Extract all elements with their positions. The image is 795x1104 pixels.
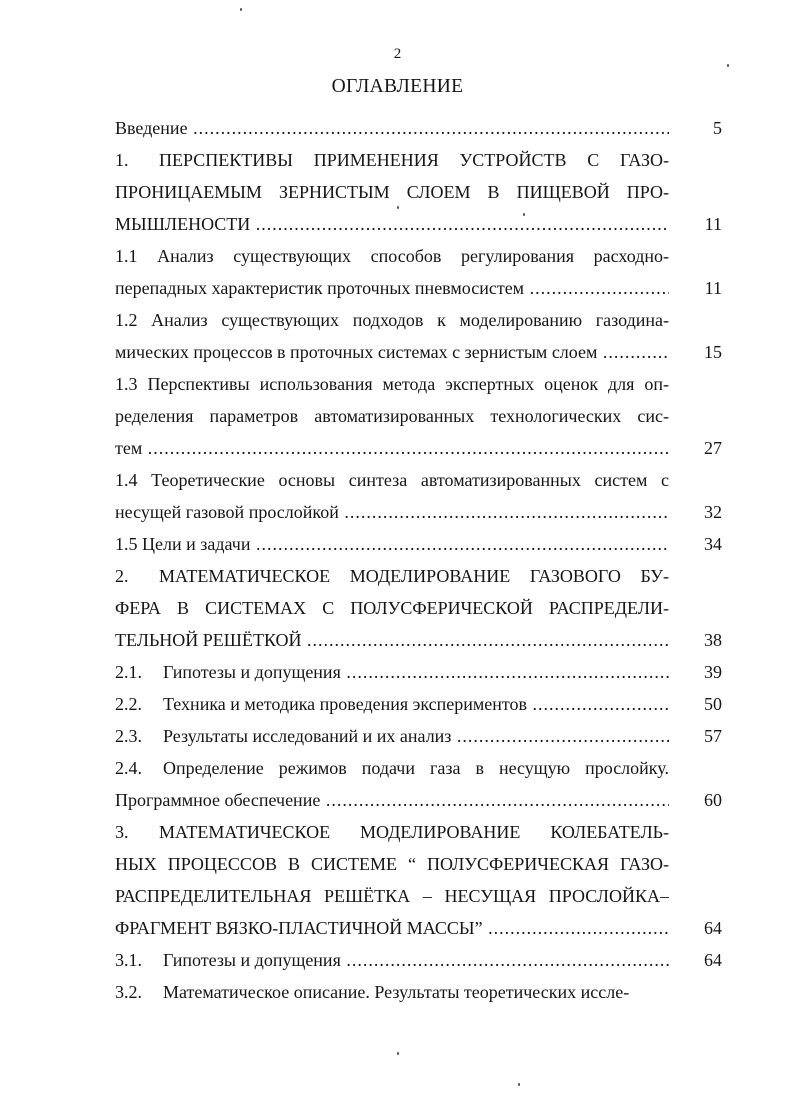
toc-entry-number: 3.2. xyxy=(115,982,142,1002)
toc-page-number: 32 xyxy=(682,496,722,528)
toc-entry-number: 2.4. xyxy=(115,758,142,778)
table-of-contents xyxy=(115,112,722,1008)
toc-entry-label: тем xyxy=(115,438,143,458)
toc-entry-line xyxy=(115,912,722,944)
toc-entry-line xyxy=(115,880,722,912)
toc-entry-text xyxy=(115,656,669,688)
toc-page-number: 64 xyxy=(682,944,722,976)
toc-entry-text xyxy=(115,272,669,304)
toc-entry-label: Анализ существующих способов регулирования расходно- xyxy=(157,246,669,266)
toc-entry-number: 1.3 xyxy=(115,374,138,394)
toc-entry-line xyxy=(115,400,722,432)
toc-entry-number: 1. xyxy=(115,150,129,170)
toc-entry-label: Результаты исследований и их анализ xyxy=(163,726,452,746)
toc-entry-line xyxy=(115,240,722,272)
toc-entry-line xyxy=(115,272,722,304)
toc-entry-text xyxy=(115,976,669,1008)
toc-entry-text xyxy=(115,464,669,496)
toc-entry-label: Программное обеспечение xyxy=(115,790,321,810)
toc-entry-label: несущей газовой прослойкой xyxy=(115,502,339,522)
toc-entry-number: 1.1 xyxy=(115,246,138,266)
toc-entry-text xyxy=(115,816,669,848)
toc-entry-line xyxy=(115,848,722,880)
scan-speck xyxy=(397,1052,399,1055)
toc-entry-line xyxy=(115,368,722,400)
toc-entry-line xyxy=(115,560,722,592)
toc-entry-text xyxy=(115,944,669,976)
toc-entry-text xyxy=(115,368,669,400)
toc-entry-line xyxy=(115,528,722,560)
toc-title: ОГЛАВЛЕНИЕ xyxy=(331,76,464,97)
toc-entry-number: 2.3. xyxy=(115,726,142,746)
toc-entry-line xyxy=(115,208,722,240)
toc-entry-label: ТЕЛЬНОЙ РЕШЁТКОЙ xyxy=(115,630,302,650)
toc-entry-label: Определение режимов подачи газа в несущую прослойку. xyxy=(163,758,669,778)
toc-entry-label: ФЕРА В СИСТЕМАХ С ПОЛУСФЕРИЧЕСКОЙ РАСПРЕДЕЛИ- xyxy=(115,598,669,618)
toc-entry-label: Математическое описание. Результаты теоретических иссле- xyxy=(163,982,630,1002)
toc-entry-text xyxy=(115,208,669,240)
toc-entry-number: 3.1. xyxy=(115,950,142,970)
toc-entry-label: РАСПРЕДЕЛИТЕЛЬНАЯ РЕШЁТКА – НЕСУЩАЯ ПРОСЛОЙКА– xyxy=(115,886,669,906)
toc-page-number: 5 xyxy=(682,112,722,144)
toc-entry-label: Техника и методика проведения экспериментов xyxy=(163,694,528,714)
toc-entry-line xyxy=(115,784,722,816)
toc-entry-label: МЫШЛЕНОСТИ xyxy=(115,214,251,234)
toc-entry-text xyxy=(115,528,669,560)
toc-entry-number: 3. xyxy=(115,822,129,842)
toc-entry-label: НЫХ ПРОЦЕССОВ В СИСТЕМЕ “ ПОЛУСФЕРИЧЕСКАЯ ГАЗО- xyxy=(115,854,669,874)
toc-entry-line xyxy=(115,752,722,784)
toc-entry-text xyxy=(115,688,669,720)
toc-page-number: 27 xyxy=(682,432,722,464)
toc-entry-number: 1.5 xyxy=(115,534,138,554)
toc-entry-line xyxy=(115,976,722,1008)
toc-page-number: 15 xyxy=(682,336,722,368)
toc-entry-label: Перспективы использования метода экспертных оценок для оп- xyxy=(147,374,669,394)
toc-page-number: 64 xyxy=(682,912,722,944)
toc-entry-number: 1.4 xyxy=(115,470,138,490)
toc-entry-text xyxy=(115,496,669,528)
toc-entry-label: Гипотезы и допущения xyxy=(163,950,341,970)
toc-entry-line xyxy=(115,656,722,688)
toc-entry-text xyxy=(115,624,669,656)
toc-entry-label: МАТЕМАТИЧЕСКОЕ МОДЕЛИРОВАНИЕ ГАЗОВОГО БУ- xyxy=(159,566,669,586)
toc-page-number: 57 xyxy=(682,720,722,752)
toc-entry-line xyxy=(115,144,722,176)
toc-entry-text xyxy=(115,112,669,144)
toc-entry-label: МАТЕМАТИЧЕСКОЕ МОДЕЛИРОВАНИЕ КОЛЕБАТЕЛЬ- xyxy=(159,822,669,842)
toc-page-number: 39 xyxy=(682,656,722,688)
toc-entry-line xyxy=(115,592,722,624)
toc-entry-text xyxy=(115,304,669,336)
toc-entry-line xyxy=(115,464,722,496)
toc-entry-label: Введение xyxy=(115,118,188,138)
toc-entry-number: 2.2. xyxy=(115,694,142,714)
toc-entry-label: ПЕРСПЕКТИВЫ ПРИМЕНЕНИЯ УСТРОЙСТВ С ГАЗО- xyxy=(159,150,669,170)
toc-page-number: 11 xyxy=(682,272,722,304)
toc-entry-label: Цели и задачи xyxy=(142,534,251,554)
toc-page-number: 11 xyxy=(682,208,722,240)
toc-page-number: 50 xyxy=(682,688,722,720)
toc-entry-line xyxy=(115,176,722,208)
toc-entry-label: Гипотезы и допущения xyxy=(163,662,341,682)
toc-entry-text xyxy=(115,592,669,624)
toc-entry-label: ПРОНИЦАЕМЫМ ЗЕРНИСТЫМ СЛОЕМ В ПИЩЕВОЙ ПРО- xyxy=(115,182,669,202)
toc-entry-label: мических процессов в проточных системах с зернистым слоем xyxy=(115,342,598,362)
toc-entry-text xyxy=(115,848,669,880)
toc-entry-label: ФРАГМЕНТ ВЯЗКО-ПЛАСТИЧНОЙ МАССЫ” xyxy=(115,918,483,938)
toc-entry-label: Теоретические основы синтеза автоматизированных систем с xyxy=(151,470,669,490)
scan-speck xyxy=(240,8,242,11)
toc-entry-line xyxy=(115,624,722,656)
toc-entry-line xyxy=(115,688,722,720)
toc-entry-text xyxy=(115,880,669,912)
toc-entry-line xyxy=(115,816,722,848)
toc-entry-text xyxy=(115,720,669,752)
toc-entry-line xyxy=(115,720,722,752)
toc-entry-text xyxy=(115,784,669,816)
toc-entry-text xyxy=(115,176,669,208)
toc-entry-number: 2. xyxy=(115,566,129,586)
toc-entry-line xyxy=(115,304,722,336)
toc-entry-line xyxy=(115,432,722,464)
toc-entry-text xyxy=(115,752,669,784)
toc-entry-line xyxy=(115,496,722,528)
toc-entry-label: ределения параметров автоматизированных технологических сис- xyxy=(115,406,669,426)
toc-entry-label: перепадных характеристик проточных пневмосистем xyxy=(115,278,525,298)
toc-entry-text xyxy=(115,240,669,272)
toc-entry-line xyxy=(115,944,722,976)
toc-page-number: 60 xyxy=(682,784,722,816)
toc-entry-text xyxy=(115,400,669,432)
toc-entry-text xyxy=(115,912,669,944)
toc-entry-label: Анализ существующих подходов к моделированию газодина- xyxy=(151,310,669,330)
toc-page-number: 34 xyxy=(682,528,722,560)
toc-entry-text xyxy=(115,144,669,176)
toc-entry-number: 2.1. xyxy=(115,662,142,682)
toc-entry-text xyxy=(115,560,669,592)
toc-entry-text xyxy=(115,432,669,464)
toc-entry-text xyxy=(115,336,669,368)
toc-entry-line xyxy=(115,112,722,144)
scan-speck xyxy=(727,64,729,67)
toc-entry-number: 1.2 xyxy=(115,310,138,330)
toc-entry-line xyxy=(115,336,722,368)
page-number: 2 xyxy=(393,46,402,62)
toc-page-number: 38 xyxy=(682,624,722,656)
scan-speck xyxy=(518,1083,520,1086)
